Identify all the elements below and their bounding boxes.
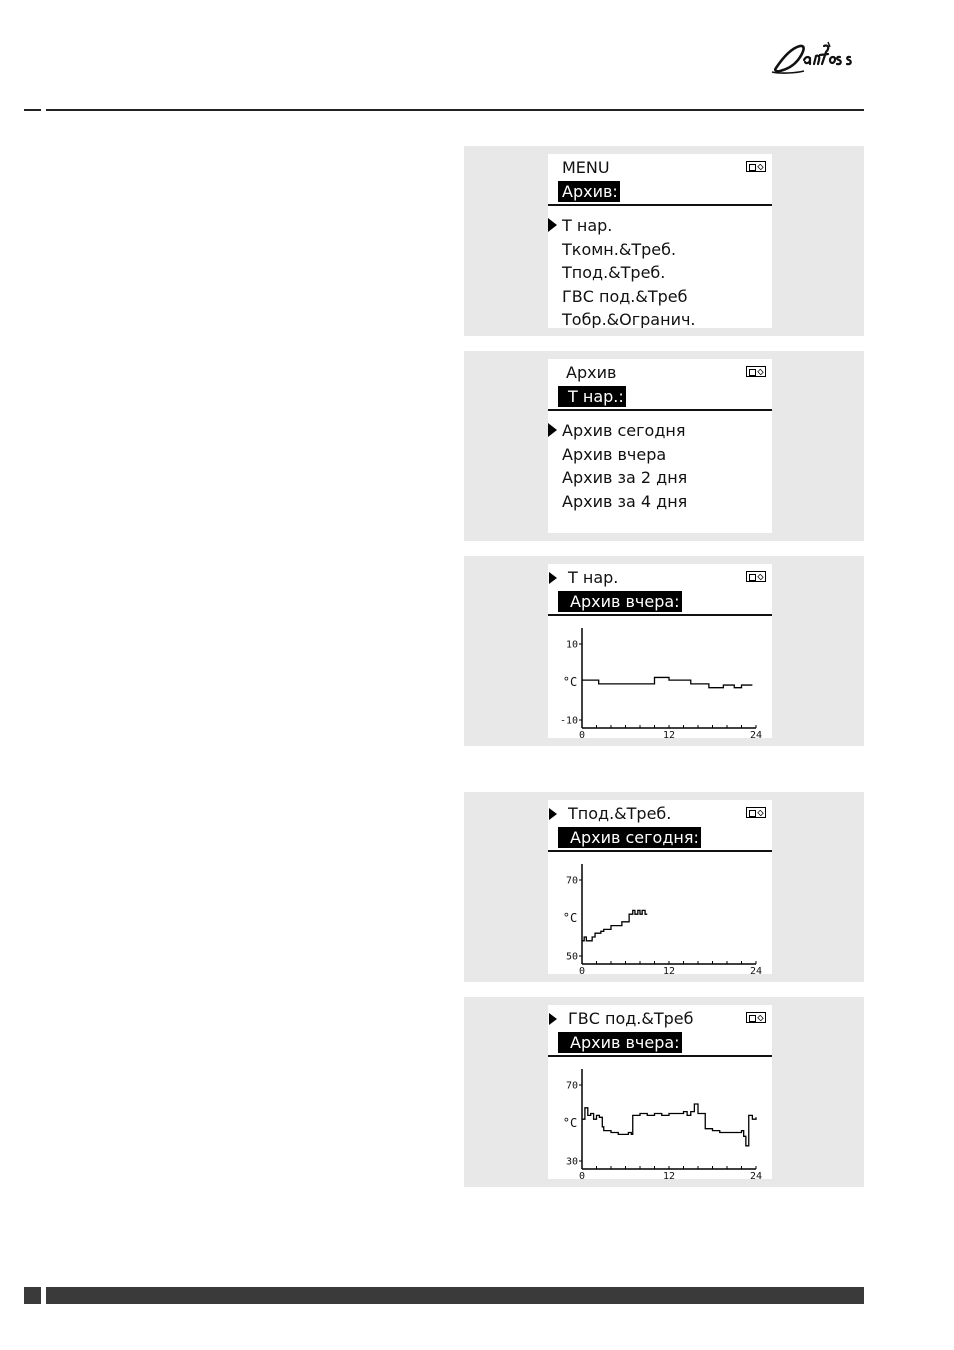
y-tick-label: 30 [565, 1156, 578, 1168]
list-item[interactable]: Архив за 4 дня [562, 491, 688, 511]
pointer-arrow-icon [548, 423, 557, 437]
x-tick-label: 24 [749, 1171, 763, 1179]
x-tick-label: 12 [662, 966, 676, 974]
x-tick-label: 0 [578, 1171, 586, 1179]
y-tick-label: 70 [565, 875, 578, 887]
screen-title: Архив [566, 363, 617, 382]
series-line [582, 910, 647, 940]
footer-page-marker [24, 1287, 41, 1304]
selected-row [548, 826, 772, 852]
lcd-screen-archive [548, 359, 772, 533]
lcd-screen-dhw-temp [548, 1005, 772, 1179]
x-tick-label: 0 [578, 730, 586, 738]
x-tick-label: 12 [662, 1171, 676, 1179]
lcd-screen-outdoor-temp [548, 564, 772, 738]
battery-icon [746, 366, 766, 377]
pointer-arrow-icon [548, 218, 557, 232]
selected-item[interactable]: Архив: [558, 181, 620, 202]
selected-item[interactable]: Архив сегодня: [558, 827, 701, 848]
selected-item[interactable]: Т нар.: [558, 386, 626, 407]
battery-icon [746, 1012, 766, 1023]
list-item[interactable]: Архив сегодня [562, 419, 687, 443]
series-line [582, 677, 752, 687]
x-tick-label: 12 [662, 730, 676, 738]
footer-bar [46, 1287, 864, 1304]
list-item[interactable]: Тобр.&Огранич. [562, 310, 696, 328]
header-rule [46, 109, 864, 111]
list-item[interactable]: Т нар. [562, 214, 696, 238]
menu-list [562, 214, 696, 328]
trend-chart [548, 618, 772, 738]
panel-outdoor-temp [464, 556, 864, 746]
battery-icon [746, 571, 766, 582]
y-axis-label: °C [562, 911, 578, 925]
screen-title: Тпод.&Треб. [568, 804, 672, 823]
trend-chart [548, 1059, 772, 1179]
battery-icon [746, 161, 766, 172]
screen-title: ГВС под.&Треб [568, 1009, 694, 1028]
list-item[interactable]: Ткомн.&Треб. [562, 239, 677, 259]
list-item[interactable]: ГВС под.&Треб [562, 286, 688, 306]
y-axis-label: °C [562, 1116, 578, 1130]
series-line [582, 1104, 756, 1146]
selected-row [548, 385, 772, 411]
lcd-screen-menu [548, 154, 772, 328]
selected-item[interactable]: Архив вчера: [558, 591, 682, 612]
panel-menu [464, 146, 864, 336]
y-axis-label: °C [562, 675, 578, 689]
screen-title: Т нар. [568, 568, 619, 587]
header-rule-short [24, 109, 41, 111]
y-tick-label: 10 [565, 639, 578, 651]
lcd-screen-supply-temp [548, 800, 772, 974]
y-tick-label: 50 [565, 951, 578, 963]
danfoss-logo [770, 38, 866, 76]
x-tick-label: 0 [578, 966, 586, 974]
x-tick-label: 24 [749, 966, 763, 974]
screen-title: MENU [562, 158, 610, 177]
list-item[interactable]: Архив вчера [562, 444, 667, 464]
y-tick-label: 70 [565, 1080, 578, 1092]
list-item[interactable]: Тпод.&Треб. [562, 263, 666, 282]
selected-item[interactable]: Архив вчера: [558, 1032, 682, 1053]
pointer-arrow-icon [549, 808, 557, 820]
pointer-arrow-icon [549, 1013, 557, 1025]
selected-row [548, 1031, 772, 1057]
panel-archive [464, 351, 864, 541]
selected-row [548, 590, 772, 616]
x-tick-label: 24 [749, 730, 763, 738]
pointer-arrow-icon [549, 572, 557, 584]
panel-supply-temp [464, 792, 864, 982]
panel-dhw-temp [464, 997, 864, 1187]
trend-chart [548, 854, 772, 974]
selected-row [548, 180, 772, 206]
archive-list [562, 419, 687, 513]
list-item[interactable]: Архив за 2 дня [562, 468, 688, 487]
y-tick-label: -10 [559, 715, 578, 727]
battery-icon [746, 807, 766, 818]
